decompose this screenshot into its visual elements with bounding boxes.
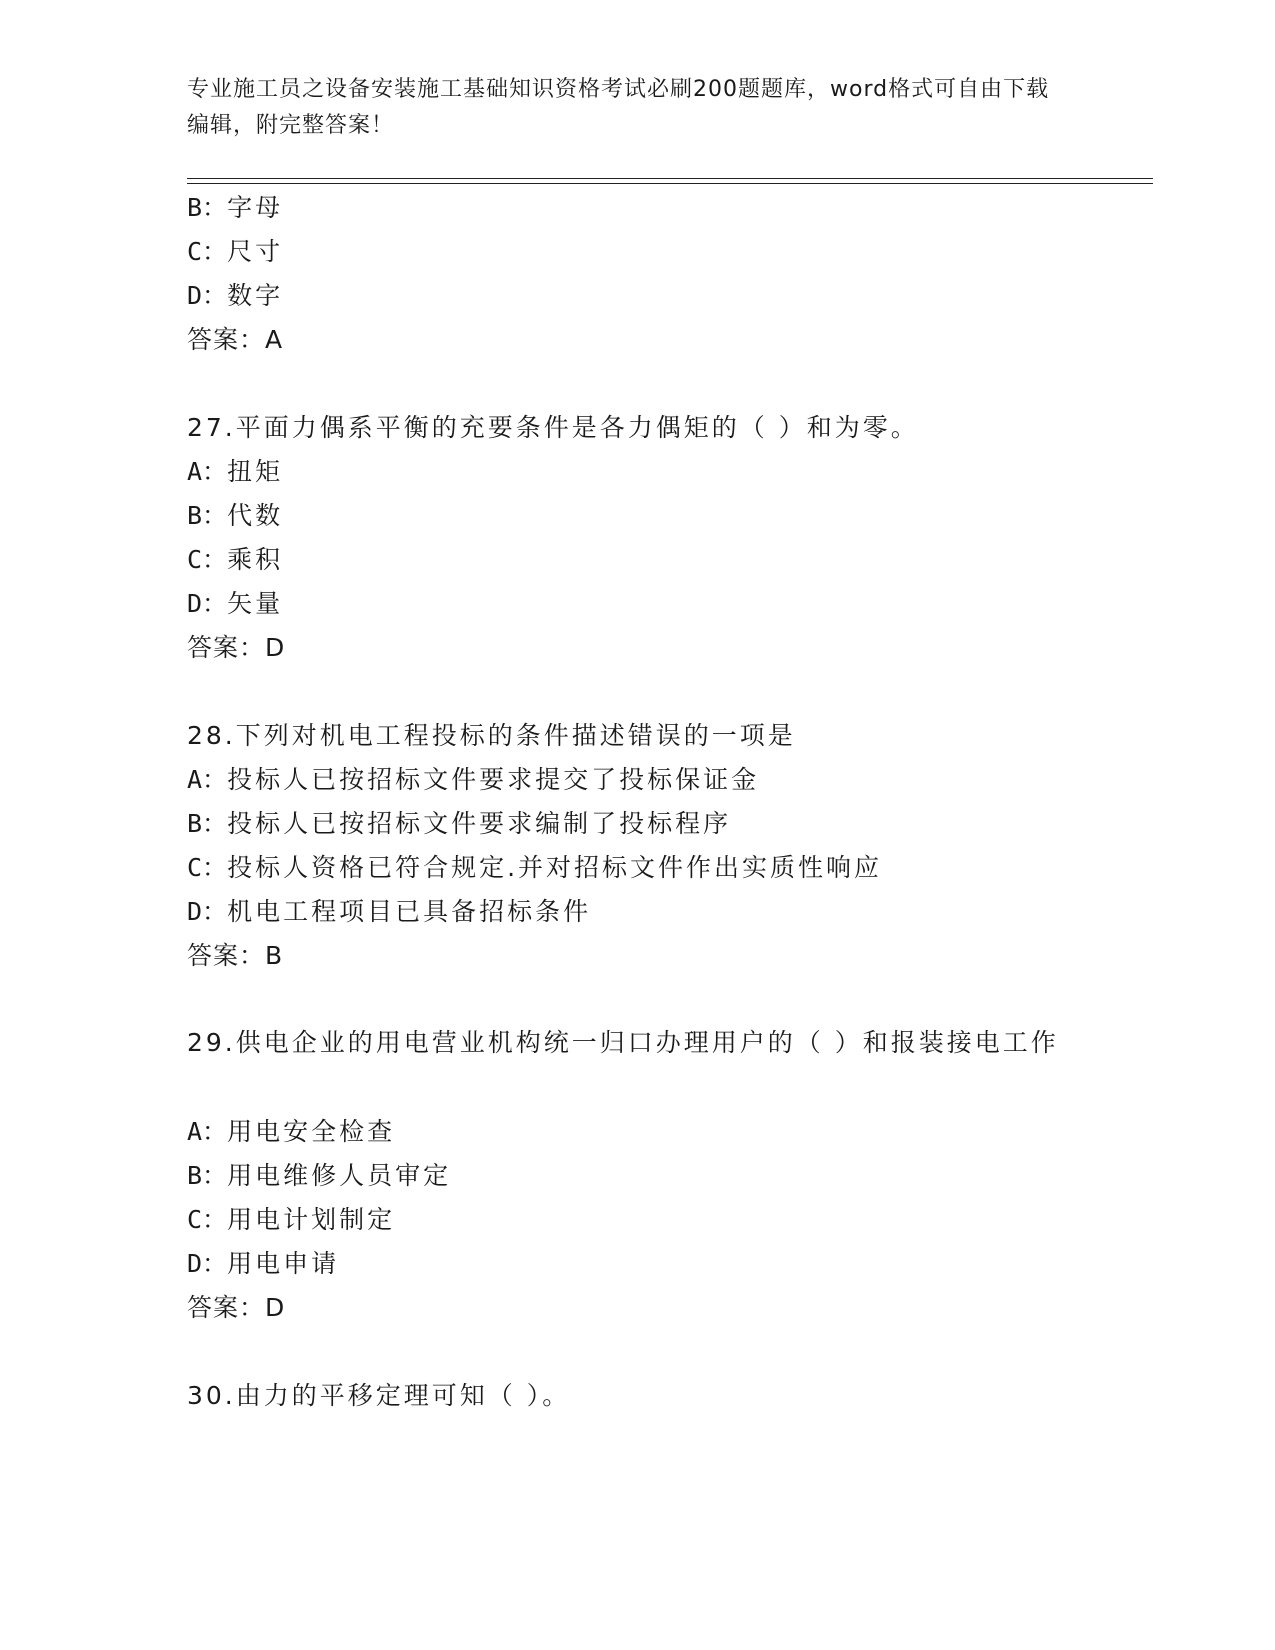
header-divider-top xyxy=(187,178,1153,179)
prev-option-d: D：数字 xyxy=(187,281,284,310)
question-28-option-d: D：机电工程项目已具备招标条件 xyxy=(187,897,592,926)
question-29-option-a: A：用电安全检查 xyxy=(187,1117,396,1146)
question-27-answer: 答案：D xyxy=(187,633,286,662)
question-27-option-d: D：矢量 xyxy=(187,589,284,618)
question-28-stem: 28.下列对机电工程投标的条件描述错误的一项是 xyxy=(187,721,796,750)
question-27-option-c: C：乘积 xyxy=(187,545,284,574)
question-29-stem: 29.供电企业的用电营业机构统一归口办理用户的（ ）和报装接电工作 xyxy=(187,1028,1059,1057)
prev-option-c: C：尺寸 xyxy=(187,237,284,266)
document-header: 专业施工员之设备安装施工基础知识资格考试必刷200题题库，word格式可自由下载编辑，附完整答案！ xyxy=(187,77,1050,138)
question-28-option-c: C：投标人资格已符合规定.并对招标文件作出实质性响应 xyxy=(187,853,883,882)
question-27-option-b: B：代数 xyxy=(187,501,284,530)
question-28-option-b: B：投标人已按招标文件要求编制了投标程序 xyxy=(187,809,732,838)
question-29-option-b: B：用电维修人员审定 xyxy=(187,1161,452,1190)
prev-answer: 答案：A xyxy=(187,325,284,354)
prev-option-b: B：字母 xyxy=(187,193,284,222)
question-27-stem: 27.平面力偶系平衡的充要条件是各力偶矩的（ ）和为零。 xyxy=(187,413,919,442)
question-27-option-a: A：扭矩 xyxy=(187,457,284,486)
question-29-option-c: C：用电计划制定 xyxy=(187,1205,396,1234)
header-divider-bottom xyxy=(187,183,1153,184)
question-28-option-a: A：投标人已按招标文件要求提交了投标保证金 xyxy=(187,765,760,794)
question-28-answer: 答案：B xyxy=(187,941,284,970)
question-29-answer: 答案：D xyxy=(187,1293,286,1322)
question-30-stem: 30.由力的平移定理可知（ ）。 xyxy=(187,1381,571,1410)
question-29-option-d: D：用电申请 xyxy=(187,1249,340,1278)
